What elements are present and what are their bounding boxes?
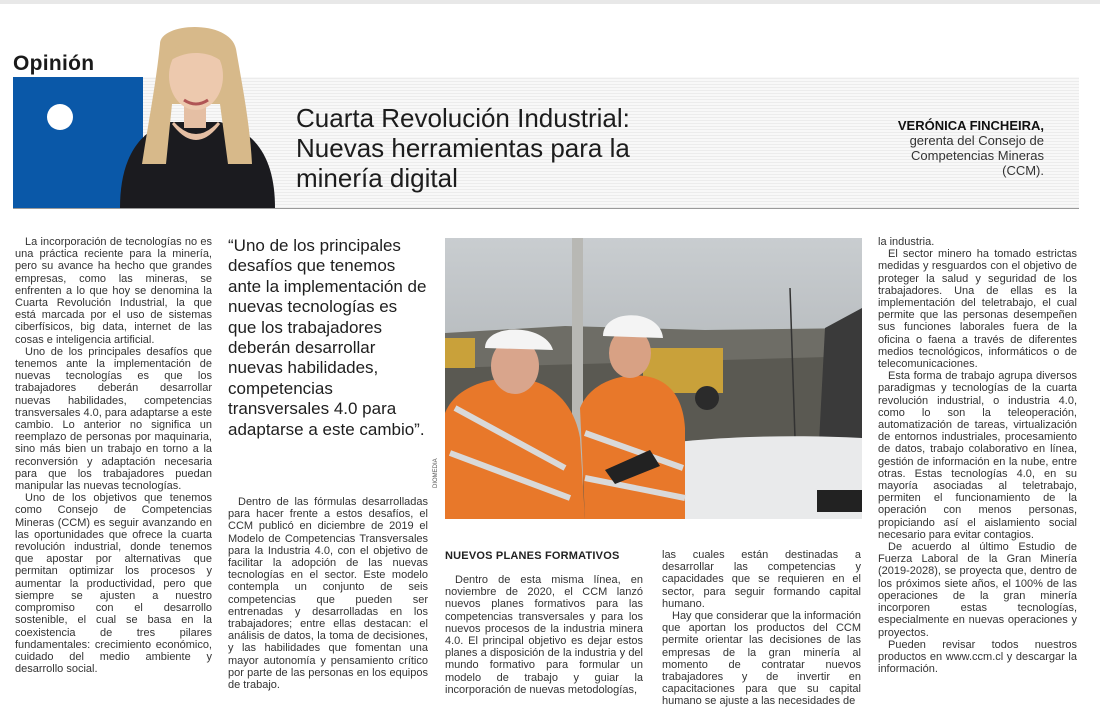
section-label: Opinión: [13, 52, 95, 75]
paragraph: Esta forma de trabajo agrupa diversos paradigmas y tecnologías de la cuarta revolución industrial, o industria 4.0, como lo son la teleoperación, automatización de tareas, virtualización de entornos industriales, procesamiento de datos, trabajo colaborativo en línea, gestión de información en la nube, entre otras. Estas tecnologías 4.0, en su mayoría asociadas al teletrabajo, permiten el funcionamiento de la operación con menos personas, propiciando así el aislamiento social necesario para evitar contagios.: [878, 370, 1077, 541]
article-column-2: [228, 496, 428, 691]
article-column-3: [445, 574, 643, 696]
paragraph: la industria.: [878, 236, 935, 248]
top-rule: [0, 0, 1100, 4]
brand-dot-icon: [47, 104, 73, 130]
author-name: VERÓNICA FINCHEIRA,: [897, 118, 1044, 133]
paragraph: Pueden revisar todos nuestros productos en www.ccm.cl y descargar la información.: [878, 638, 1077, 676]
paragraph: La incorporación de tecnologías no es una práctica reciente para la minería, pero su avance ha hecho que grandes empresas, como las mineras, se enfrenten a lo que hoy se denomina la Cuarta Revolución Industrial, la que está marcada por el uso de sistemas ciberfísicos, big data, internet de las cosas e inteligencia artificial.: [15, 236, 212, 346]
author-block: [898, 118, 1044, 178]
paragraph: El sector minero ha tomado estrictas medidas y resguardos con el objetivo de proteger la salud y seguridad de los trabajadores. Una de ellas es la implementación del teletrabajo, el cual permite que las personas desempeñen sus funciones laborales fuera de la oficina o faena a través de diferentes medios tecnológicos, informáticos o de telecomunicaciones.: [878, 248, 1077, 371]
paragraph: Uno de los principales desafíos que tenemos ante la implementación de nuevas tecnologías es que los trabajadores deberán desarrollar nuevas habilidades, competencias transversales 4.0, para adaptarse a este cambio. Lo anterior no significa un reemplazo de personas por maquinaria, sino más bien un trabajo en torno a la reconversión y adaptación necesaria para que los trabajadores puedan manipular las nuevas tecnologías.: [15, 345, 212, 493]
author-role-line: (CCM).: [1002, 163, 1044, 178]
paragraph: Dentro de esta misma línea, en noviembre de 2020, el CCM lanzó nuevos planes formativos para las competencias transversales y para los nuevos procesos de la industria minera 4.0. El principal objetivo es dejar estos planes a disposición de la industria y del mundo formativo para formular un modelo de trabajo y guiar la incorporación de nuevas metodologías,: [445, 574, 643, 696]
author-role-line: Competencias Mineras: [911, 148, 1044, 163]
paragraph: Uno de los objetivos que tenemos como Consejo de Competencias Mineras (CCM) es seguir avanzando en las oportunidades que ofrece la cuarta revolución industrial, donde tenemos que apostar por alternativas que permitan optimizar los procesos y aumentar la productividad, pero que siempre se ajusten a nuestro compromiso con el desarrollo sostenible, el cual se basa en la coexistencia de tres pilares fundamentales: crecimiento económico, cuidado del medio ambiente y desarrollo social.: [15, 492, 212, 676]
paragraph: De acuerdo al último Estudio de Fuerza Laboral de la Gran Minería (2019-2028), se proyecta que, dentro de los próximos siete años, el 100% de las operaciones de la gran minería incorporen estas tecnologías, especialmente en nuevas operaciones y proyectos.: [878, 541, 1077, 639]
headline-line-2: Nuevas herramientas para la: [296, 133, 630, 163]
headline-line-3: minería digital: [296, 163, 458, 193]
section-subhead: NUEVOS PLANES FORMATIVOS: [445, 550, 620, 562]
photo-credit: DIOMEDIA: [433, 458, 439, 488]
headline-line-1: Cuarta Revolución Industrial:: [296, 103, 630, 133]
paragraph: Dentro de las fórmulas desarrolladas para hacer frente a estos desafíos, el CCM publicó en diciembre de 2019 el Modelo de Competencias Transversales para la Industria 4.0, con el objetivo de facilitar la adopción de las nuevas tecnologías en el sector. Este modelo contempla un conjunto de seis competencias que pueden ser entrenadas y desarrolladas en los trabajadores; entre ellas destacan: el análisis de datos, la toma de decisiones, y las habilidades que fomentan una mayor autonomía y pensamiento crítico por parte de las personas en los equipos de trabajo.: [228, 496, 428, 692]
paragraph: Hay que considerar que la información que aportan los productos del CCM permite orientar las decisiones de las empresas de la gran minería al momento de contratar nuevos trabajadores y de invertir en capacitaciones para que su capital humano se ajuste a las necesidades de: [662, 610, 861, 708]
paragraph: las cuales están destinadas a desarrollar las competencias y capacidades que se requieren en el sector, para seguir formando capital humano.: [662, 549, 861, 610]
article-column-1: [15, 236, 212, 675]
article-column-4: [662, 549, 861, 708]
article-column-5: [878, 236, 1077, 675]
article-photo: [445, 238, 862, 519]
author-portrait: [100, 14, 290, 208]
pull-quote: “Uno de los principales desafíos que tenemos ante la implementación de nuevas tecnologías es que los trabajadores deberán desarrollar nuevas habilidades, competencias transversales 4.0 para adaptarse a este cambio”.: [228, 236, 427, 439]
headline: [296, 103, 716, 193]
author-role-line: gerenta del Consejo de: [909, 133, 1044, 148]
